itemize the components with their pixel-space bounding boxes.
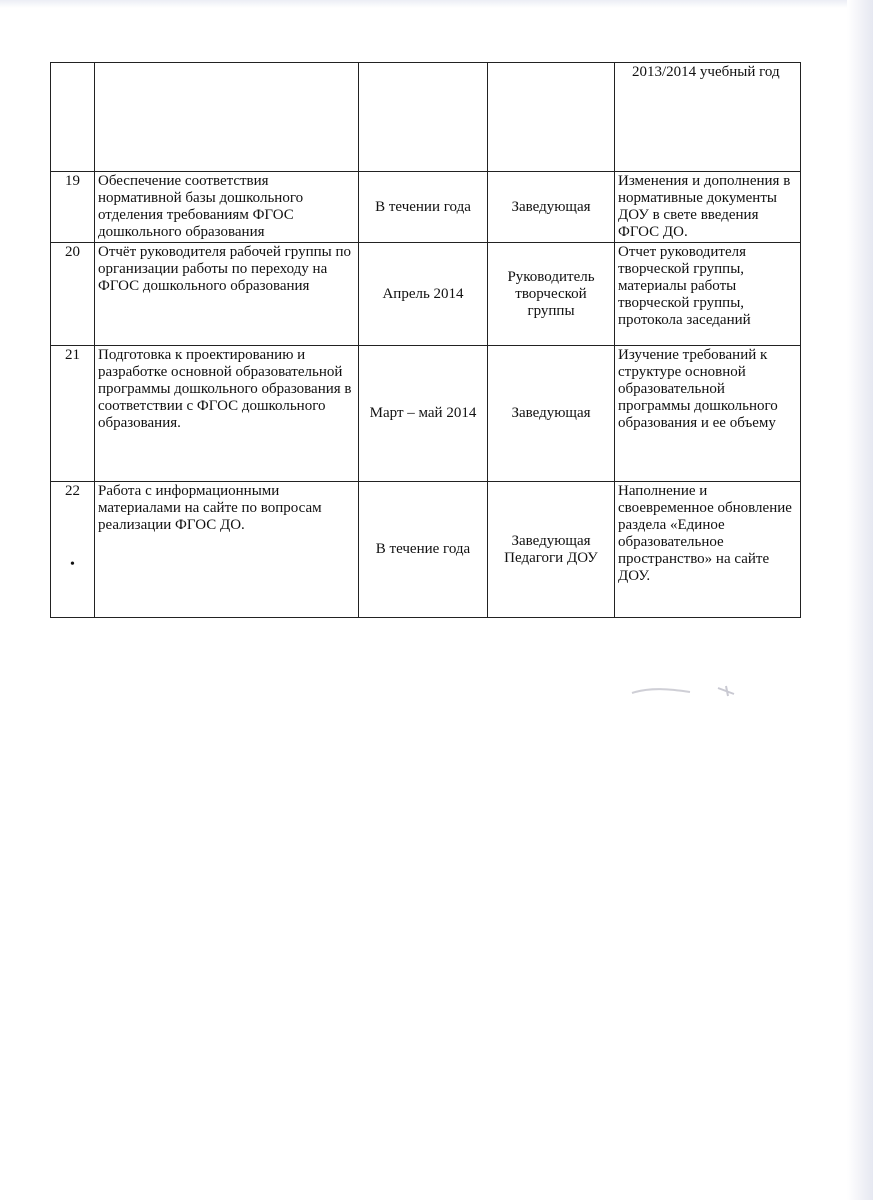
row-task: Обеспечение соответствия нормативной базы дошкольного отделения требованиям ФГОС дошкольного образования — [95, 172, 359, 243]
row-responsible: Заведующая Педагоги ДОУ — [488, 482, 615, 618]
row-result: Изменения и дополнения в нормативные документы ДОУ в свете введения ФГОС ДО. — [615, 172, 801, 243]
row-term: В течении года — [359, 172, 488, 243]
row-result: Изучение требований к структуре основной образовательной программы дошкольного образования и ее объему — [615, 346, 801, 482]
row-result: Наполнение и своевременное обновление раздела «Единое образовательное пространство» на сайте ДОУ. — [615, 482, 801, 618]
table-row — [51, 243, 801, 346]
scan-top-shadow — [0, 0, 873, 8]
header-cell-num — [51, 63, 95, 172]
school-year-label: 2013/2014 учебный год — [632, 64, 780, 80]
table-row — [51, 172, 801, 243]
row-responsible: Руководитель творческой группы — [488, 243, 615, 346]
row-responsible: Заведующая — [488, 172, 615, 243]
document-page — [50, 62, 800, 618]
row-responsible: Заведующая — [488, 346, 615, 482]
row-number: 19 — [51, 172, 95, 243]
header-cell-task — [95, 63, 359, 172]
row-number: 22 — [65, 483, 80, 499]
row-result: Отчет руководителя творческой группы, материалы работы творческой группы, протокола заседаний — [615, 243, 801, 346]
row-task: Работа с информационными материалами на сайте по вопросам реализации ФГОС ДО. — [95, 482, 359, 618]
row-task: Подготовка к проектированию и разработке основной образовательной программы дошкольного образования в соответствии с ФГОС дошкольного образования. — [95, 346, 359, 482]
row-term: Апрель 2014 — [359, 243, 488, 346]
row-term: В течение года — [359, 482, 488, 618]
header-cell-term — [359, 63, 488, 172]
row-number-cell — [51, 482, 95, 618]
plan-table — [50, 62, 801, 618]
scan-smudge-mark — [630, 684, 740, 698]
header-cell-responsible — [488, 63, 615, 172]
row-task: Отчёт руководителя рабочей группы по организации работы по переходу на ФГОС дошкольного образования — [95, 243, 359, 346]
row-term: Март – май 2014 — [359, 346, 488, 482]
row-number: 21 — [51, 346, 95, 482]
bullet-mark: • — [70, 557, 75, 572]
scan-edge-shadow — [847, 0, 873, 1200]
row-number: 20 — [51, 243, 95, 346]
table-row — [51, 346, 801, 482]
table-row — [51, 482, 801, 618]
header-cell-result — [615, 63, 801, 172]
table-header-row — [51, 63, 801, 172]
